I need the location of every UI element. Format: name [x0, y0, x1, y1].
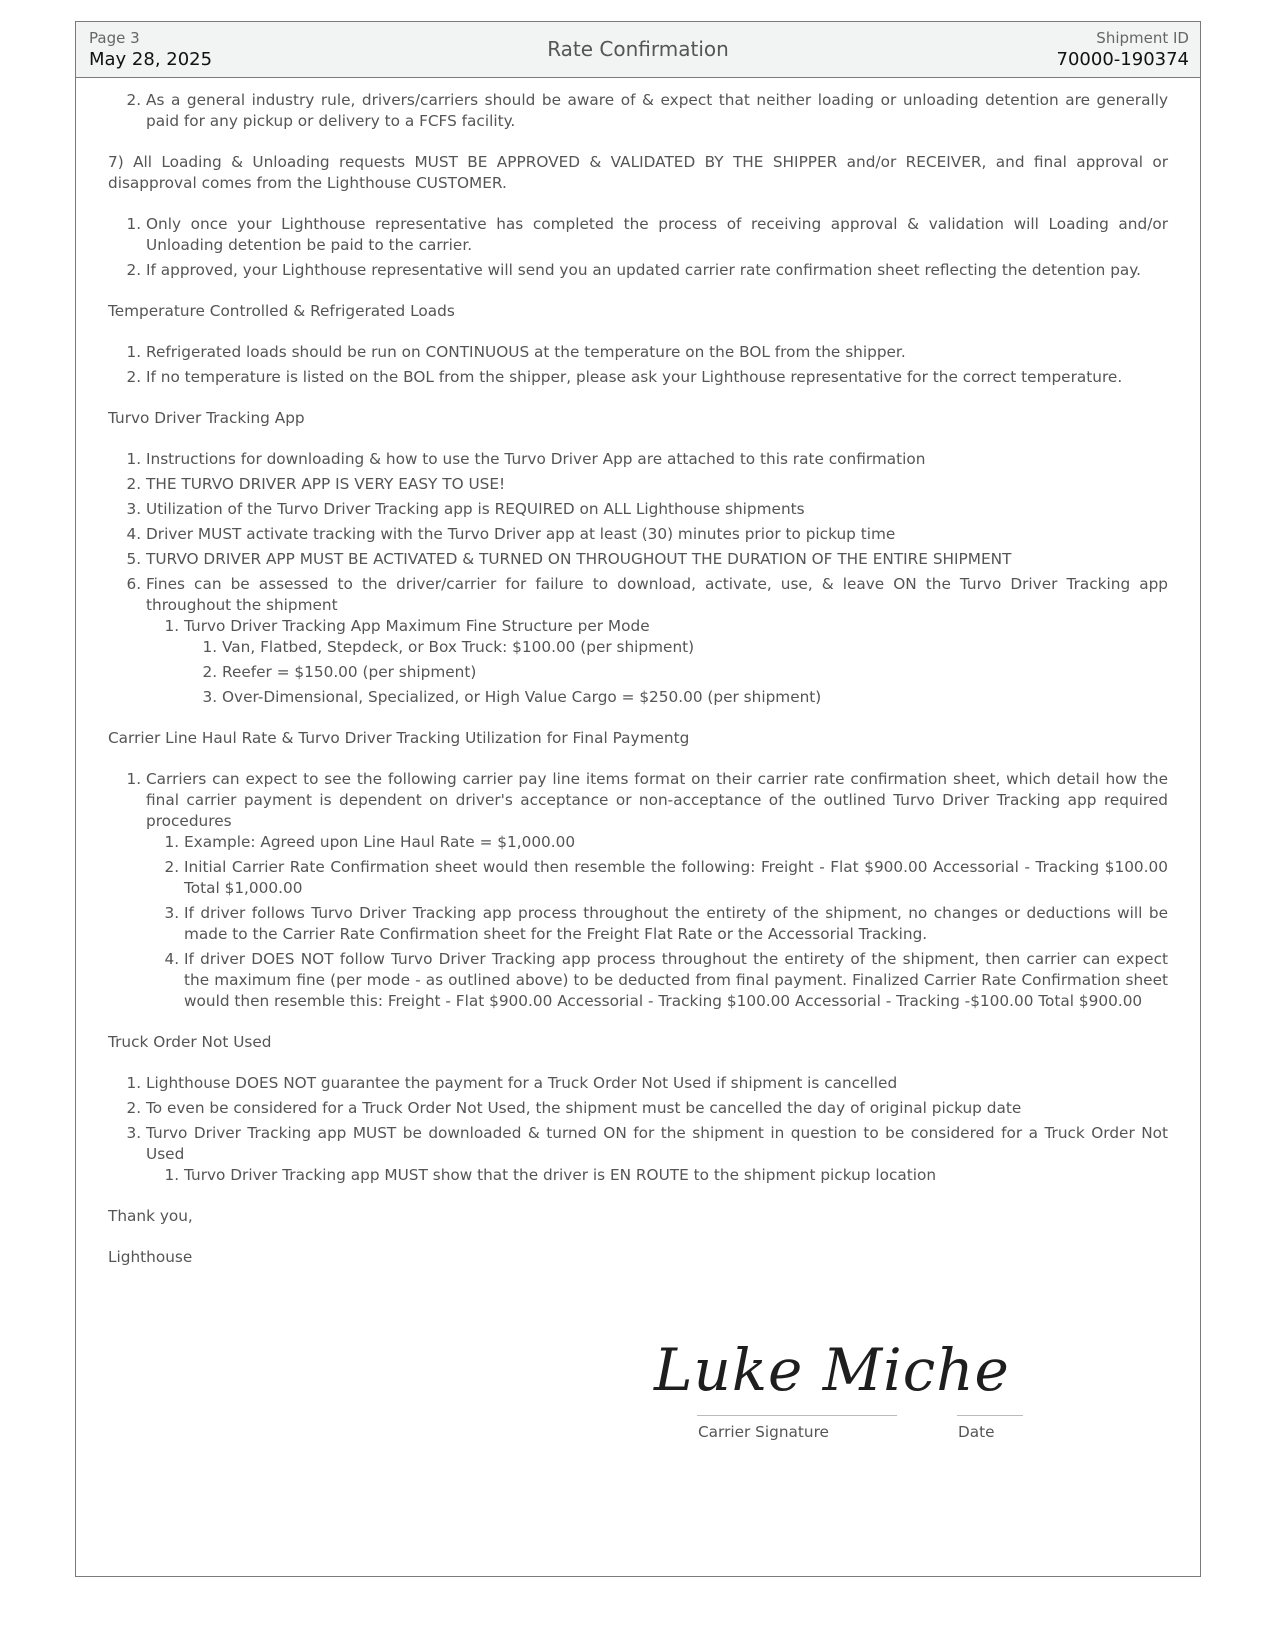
date-label: Date — [958, 1423, 995, 1441]
tonu-list — [108, 1073, 1168, 1186]
fine-structure-list — [184, 637, 1168, 708]
page-frame — [75, 21, 1201, 1577]
list-item: 1. Only once your Lighthouse representative has completed the process of receiving approval & validation will Loading and/or Unloading detention be paid to the carrier. — [146, 214, 1168, 256]
list-item: 1. Turvo Driver Tracking app MUST show that the driver is EN ROUTE to the shipment pickup location — [184, 1165, 1168, 1186]
list-item-text: Turvo Driver Tracking App Maximum Fine Structure per Mode — [184, 617, 650, 635]
handwritten-signature — [650, 1330, 1010, 1405]
list-item: 1. Van, Flatbed, Stepdeck, or Box Truck: $100.00 (per shipment) — [222, 637, 1168, 658]
linehaul-heading: Carrier Line Haul Rate & Turvo Driver Tracking Utilization for Final Paymentg — [108, 729, 690, 747]
list-item: 2. If approved, your Lighthouse representative will send you an updated carrier rate confirmation sheet reflecting the detention pay. — [146, 260, 1168, 281]
carrier-signature-line — [697, 1415, 897, 1416]
list-item-text: Carriers can expect to see the following carrier pay line items format on their carrier rate confirmation sheet, which detail how the final carrier payment is dependent on driver's acceptance or non-acceptance of the outlined Turvo Driver Tracking app required procedures — [146, 770, 1168, 830]
linehaul-sub-list — [146, 832, 1168, 1012]
list-item: 1. Instructions for downloading & how to use the Turvo Driver App are attached to this rate confirmation — [146, 449, 1168, 470]
list-item: 2. THE TURVO DRIVER APP IS VERY EASY TO USE! — [146, 474, 1168, 495]
turvo-heading: Turvo Driver Tracking App — [108, 409, 305, 427]
tonu-heading: Truck Order Not Used — [108, 1033, 272, 1051]
list-item: 4. Driver MUST activate tracking with the Turvo Driver app at least (30) minutes prior to pickup time — [146, 524, 1168, 545]
list-item: 1. Refrigerated loads should be run on CONTINUOUS at the temperature on the BOL from the shipper. — [146, 342, 1168, 363]
document-title: Rate Confirmation — [547, 37, 729, 61]
shipment-id-value: 70000-190374 — [1056, 49, 1189, 70]
list-item — [146, 574, 1168, 708]
page-number: Page 3 — [89, 29, 140, 47]
list-item: 2. If no temperature is listed on the BOL from the shipper, please ask your Lighthouse representative for the correct temperature. — [146, 367, 1168, 388]
linehaul-list — [108, 769, 1168, 1012]
list-item: 3. Utilization of the Turvo Driver Tracking app is REQUIRED on ALL Lighthouse shipments — [146, 499, 1168, 520]
detention-list — [108, 90, 1168, 132]
list-item — [146, 769, 1168, 1012]
date-signature-line — [957, 1415, 1023, 1416]
list-item: 3. If driver follows Turvo Driver Tracking app process throughout the entirety of the shipment, no changes or deductions will be made to the Carrier Rate Confirmation sheet for the Freight Flat Rate or the Accessorial Tracking. — [184, 903, 1168, 945]
temperature-list — [108, 342, 1168, 388]
shipment-id-label: Shipment ID — [1096, 29, 1189, 47]
list-item: 5. TURVO DRIVER APP MUST BE ACTIVATED & TURNED ON THROUGHOUT THE DURATION OF THE ENTIRE SHIPMENT — [146, 549, 1168, 570]
rule-7-paragraph: 7) All Loading & Unloading requests MUST BE APPROVED & VALIDATED BY THE SHIPPER and/or RECEIVER, and final approval or disapproval comes from the Lighthouse CUSTOMER. — [108, 153, 1168, 192]
header-right — [1057, 29, 1189, 73]
page-header — [76, 22, 1200, 78]
list-item — [146, 1123, 1168, 1186]
closing-company: Lighthouse — [108, 1248, 193, 1266]
list-item: 2. To even be considered for a Truck Order Not Used, the shipment must be cancelled the day of original pickup date — [146, 1098, 1168, 1119]
document-date: May 28, 2025 — [89, 49, 213, 70]
turvo-list — [108, 449, 1168, 708]
list-item: 1. Lighthouse DOES NOT guarantee the payment for a Truck Order Not Used if shipment is cancelled — [146, 1073, 1168, 1094]
carrier-signature-label: Carrier Signature — [698, 1423, 829, 1441]
document-body — [108, 90, 1168, 1288]
list-item: 1. Example: Agreed upon Line Haul Rate = $1,000.00 — [184, 832, 1168, 853]
list-item-text: Turvo Driver Tracking app MUST be downloaded & turned ON for the shipment in question to be considered for a Truck Order Not Used — [146, 1124, 1168, 1163]
list-item: 3. Over-Dimensional, Specialized, or High Value Cargo = $250.00 (per shipment) — [222, 687, 1168, 708]
turvo-sub-list — [146, 616, 1168, 708]
list-item: 2. Reefer = $150.00 (per shipment) — [222, 662, 1168, 683]
list-item-text: Fines can be assessed to the driver/carrier for failure to download, activate, use, & leave ON the Turvo Driver Tracking app throughout the shipment — [146, 575, 1168, 614]
list-item — [184, 616, 1168, 708]
temperature-heading: Temperature Controlled & Refrigerated Loads — [108, 302, 455, 320]
svg-text:Luke Miche: Luke Miche — [654, 1336, 1010, 1404]
list-item: 2. As a general industry rule, drivers/carriers should be aware of & expect that neither loading or unloading detention are generally paid for any pickup or delivery to a FCFS facility. — [146, 90, 1168, 132]
closing-thanks: Thank you, — [108, 1207, 193, 1225]
rule-7-list — [108, 214, 1168, 281]
list-item: 4. If driver DOES NOT follow Turvo Driver Tracking app process throughout the entirety of the shipment, then carrier can expect the maximum fine (per mode - as outlined above) to be deducted from final payment. Finalized Carrier Rate Confirmation sheet would then resemble this: Freight - Flat $900.00 Accessorial - Tracking $100.00 Accessorial - Tracking -$100.00 Total $900.00 — [184, 949, 1168, 1012]
tonu-sub-list — [146, 1165, 1168, 1186]
list-item: 2. Initial Carrier Rate Confirmation sheet would then resemble the following: Freight - Flat $900.00 Accessorial - Tracking $100.00 Total $1,000.00 — [184, 857, 1168, 899]
